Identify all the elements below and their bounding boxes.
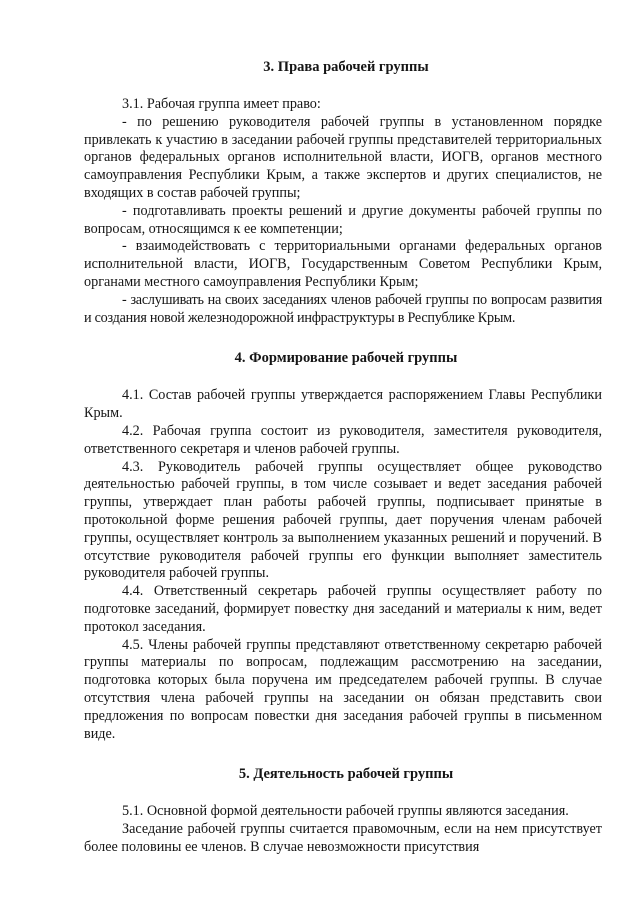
paragraph-quorum: Заседание рабочей группы считается правомочным, если на нем присутствует более половины ее членов. В случае невозможности присутствия [84, 821, 602, 855]
paragraph-4-4: 4.4. Ответственный секретарь рабочей группы осуществляет работу по подготовке заседаний, формирует повестку дня заседаний и материалы к ним, ведет протокол заседания. [84, 583, 602, 635]
paragraph-4-1: 4.1. Состав рабочей группы утверждается распоряжением Главы Республики Крым. [84, 387, 602, 422]
paragraph-rights-hear: - заслушивать на своих заседаниях членов рабочей группы по вопросам развития и создания новой железнодорожной инфраструктуры в Республике Крым. [84, 291, 602, 326]
paragraph-4-2: 4.2. Рабочая группа состоит из руководителя, заместителя руководителя, ответственного секретаря и членов рабочей группы. [84, 422, 602, 457]
paragraph-rights-drafts: - подготавливать проекты решений и другие документы рабочей группы по вопросам, относящимся к ее компетенции; [84, 202, 602, 237]
section-heading-rights: 3. Права рабочей группы [263, 59, 429, 75]
paragraph-5-1: 5.1. Основной формой деятельности рабочей группы являются заседания. [122, 803, 569, 820]
section-heading-activity: 5. Деятельность рабочей группы [238, 766, 454, 783]
paragraph-4-3: 4.3. Руководитель рабочей группы осуществляет общее руководство деятельностью рабочей группы, в том числе созывает и ведет заседания рабочей группы, утверждает план работы рабочей группы, подписывает принятые в протокольной форме решения рабочей группы, дает поручения членам рабочей группы, осуществляет контроль за выполнением указанных решений и поручений. В отсутствие руководителя рабочей группы его функции выполняет заместитель руководителя рабочей группы. [84, 458, 602, 582]
paragraph-rights-invite: - по решению руководителя рабочей группы в установленном порядке привлекать к участию в заседании рабочей группы представителей территориальных органов федеральных органов исполнительной власти, ИОГВ, органов местного самоуправления Республики Крым, а также экспертов и других специалистов, не входящих в состав рабочей группы; [84, 113, 602, 201]
section-heading-formation: 4. Формирование рабочей группы [234, 350, 458, 367]
paragraph-4-5: 4.5. Члены рабочей группы представляют ответственному секретарю рабочей группы материалы по вопросам, подлежащим рассмотрению на заседании, подготовка которых была поручена им председателем рабочей группы. В случае отсутствия члена рабочей группы на заседании он обязан представить свои предложения по вопросам повестки дня заседания рабочей группы в письменном виде. [84, 636, 602, 742]
paragraph-3-1: 3.1. Рабочая группа имеет право: [122, 96, 321, 112]
paragraph-rights-interact: - взаимодействовать с территориальными органами федеральных органов исполнительной власти, ИОГВ, Государственным Советом Республики Крым, органами местного самоуправления Республики Крым; [84, 238, 602, 290]
